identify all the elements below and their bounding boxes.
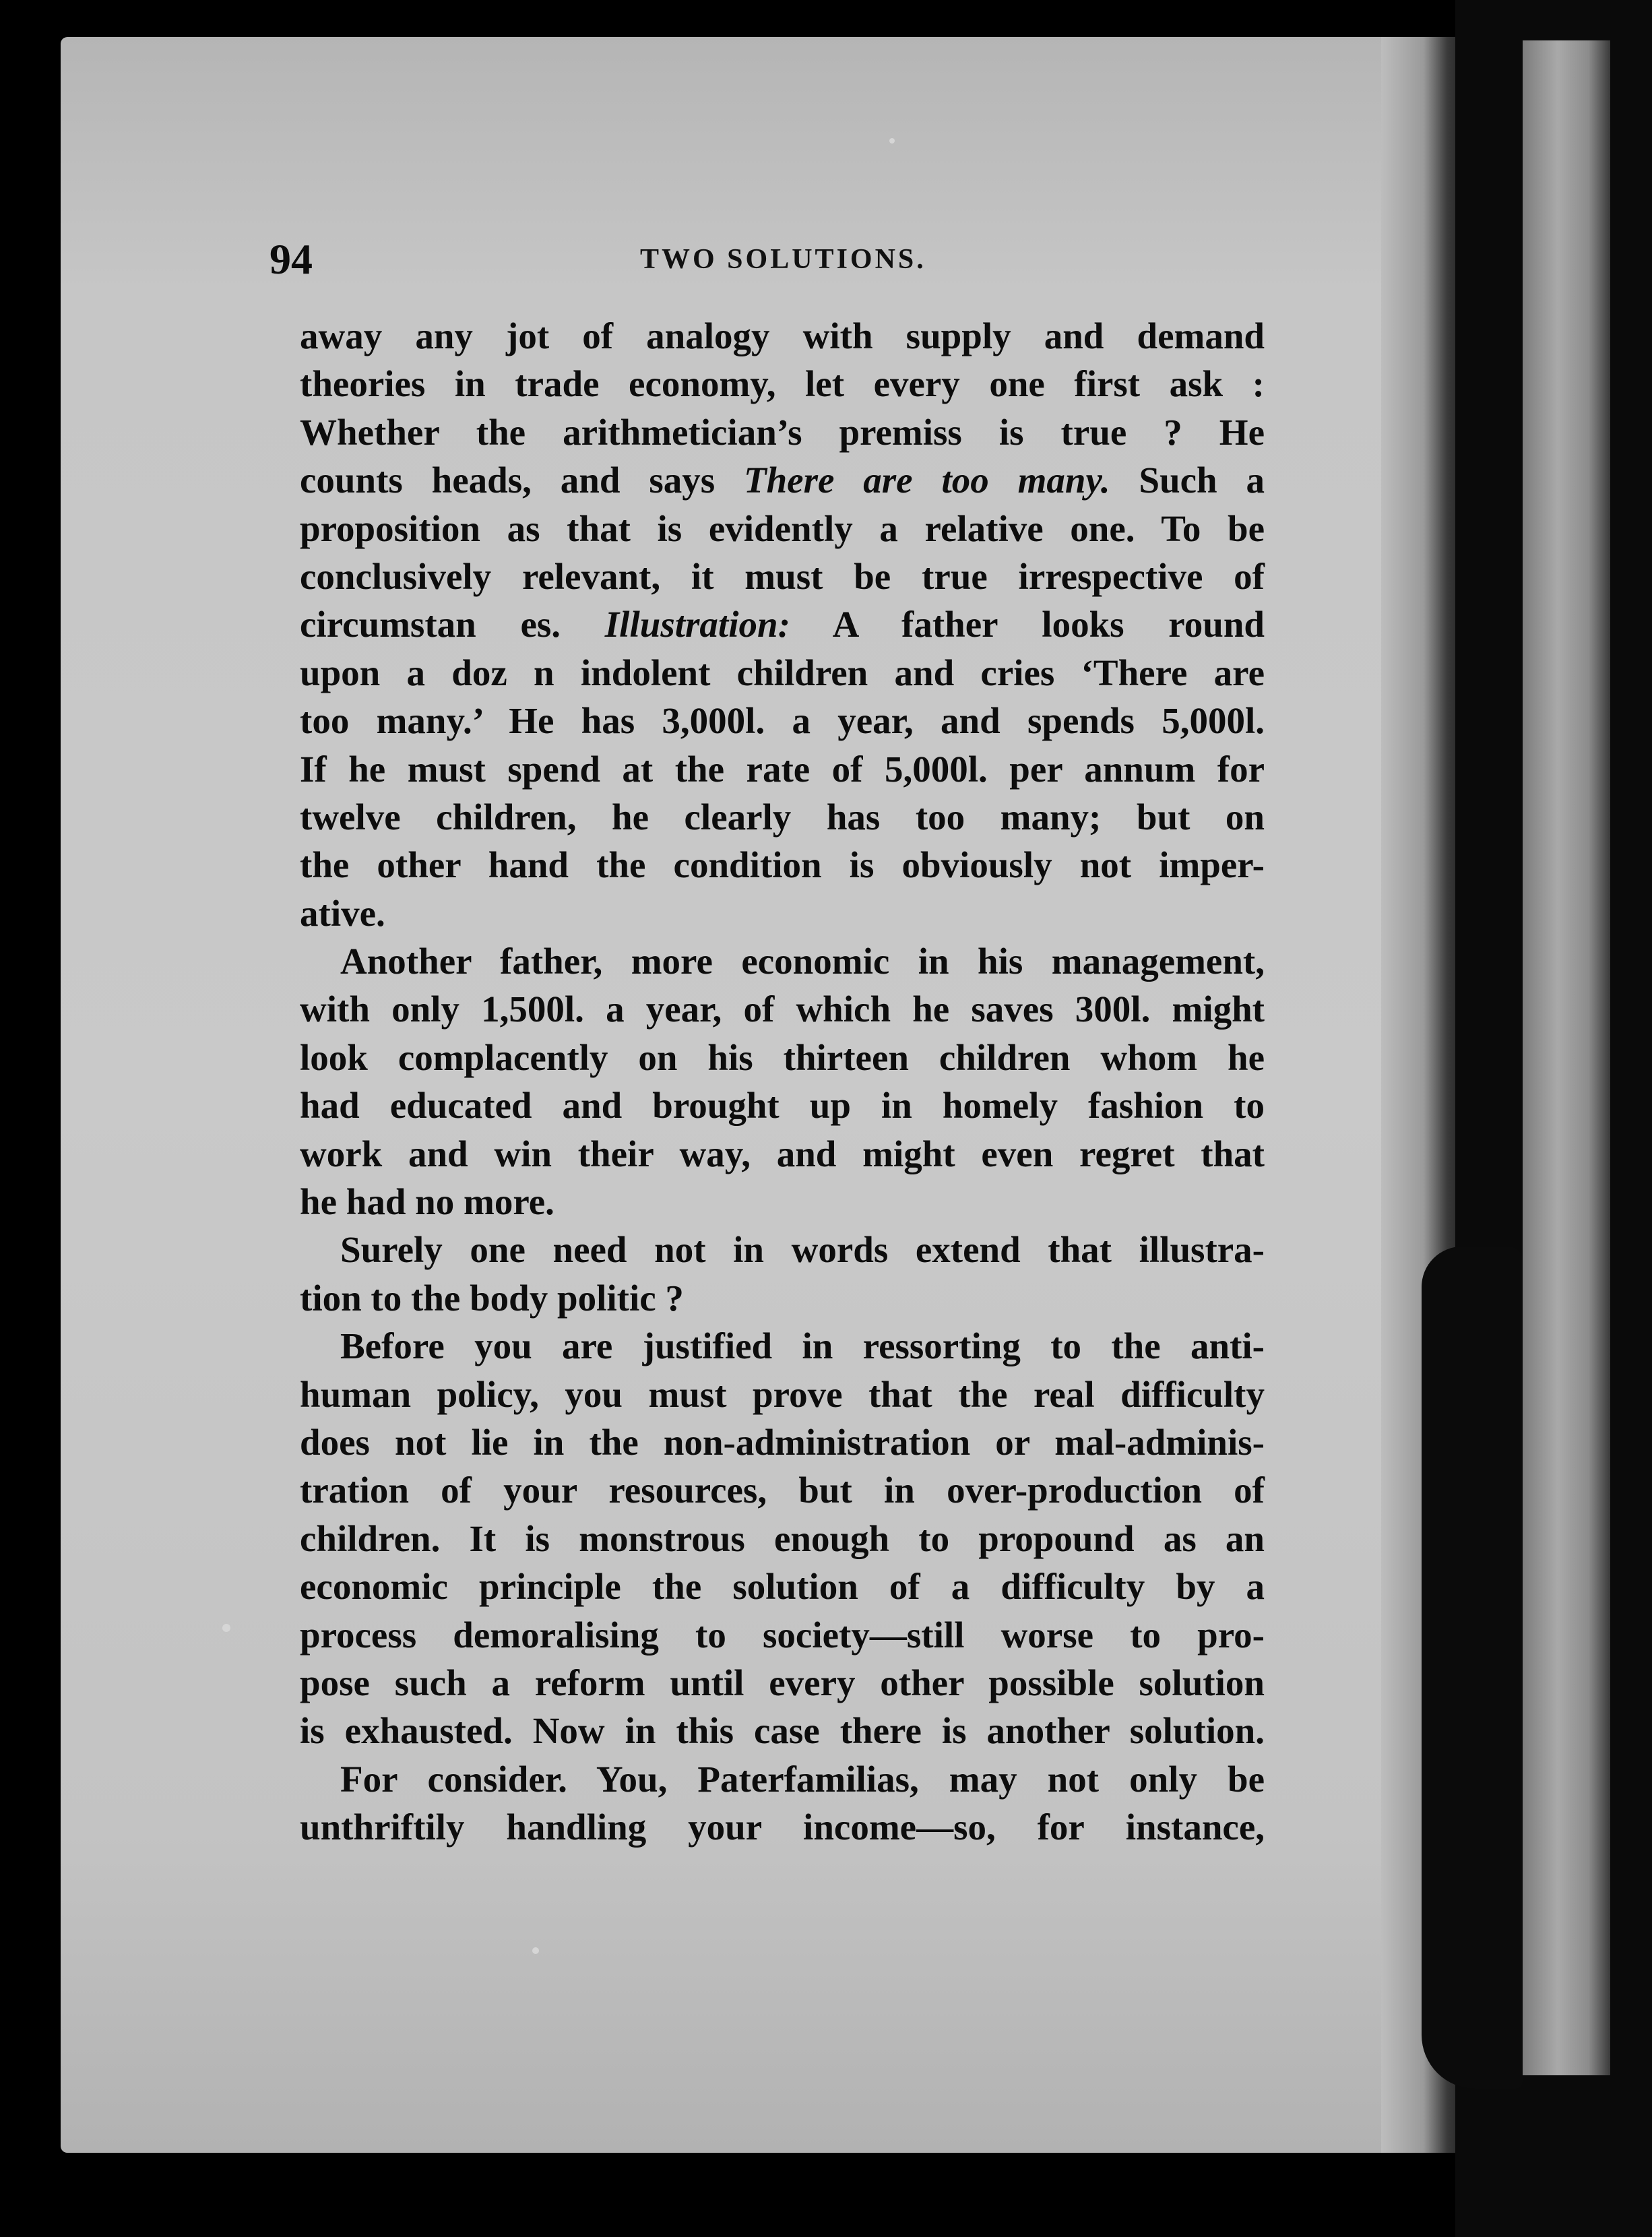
- paragraph-end-line: tion to the body politic ?: [300, 1277, 684, 1319]
- text-line: theories in trade economy, let every one first ask :: [300, 363, 1265, 405]
- text-line: If he must spend at the rate of 5,000l. per annum for: [300, 748, 1265, 790]
- paragraph-start-line: Surely one need not in words extend that illustra-: [340, 1229, 1265, 1271]
- text-fragment: counts heads, and says: [300, 460, 744, 501]
- text-line: economic principle the solution of a difficulty by a: [300, 1566, 1265, 1608]
- text-line: conclusively relevant, it must be true irrespective of: [300, 555, 1265, 597]
- text-line: upon a doz n indolent children and cries ‘There are: [300, 652, 1265, 693]
- torn-edge: [1422, 1247, 1523, 2089]
- italic-phrase: There are too many.: [744, 460, 1110, 501]
- text-line: human policy, you must prove that the real difficulty: [300, 1373, 1265, 1415]
- running-title: TWO SOLUTIONS.: [640, 244, 926, 275]
- text-line-with-italic: [300, 456, 1265, 504]
- body-text: [300, 312, 1265, 1852]
- paper-speck: [532, 1947, 539, 1954]
- paragraph-start-line: Before you are justified in ressorting to the anti-: [340, 1325, 1265, 1367]
- paper-speck: [889, 138, 895, 144]
- paragraph-start-line: Another father, more economic in his management,: [340, 941, 1265, 982]
- text-line: unthriftily handling your income—so, for instance,: [300, 1806, 1265, 1848]
- text-line: look complacently on his thirteen children whom he: [300, 1036, 1265, 1078]
- page-number: 94: [269, 235, 313, 283]
- paragraph-start-line: For consider. You, Paterfamilias, may not only be: [340, 1758, 1265, 1800]
- text-line: work and win their way, and might even regret that: [300, 1133, 1265, 1174]
- text-line: Whether the arithmetician’s premiss is true ? He: [300, 411, 1265, 453]
- text-line: pose such a reform until every other possible solution: [300, 1662, 1265, 1703]
- text-line: does not lie in the non-administration or mal-adminis-: [300, 1421, 1265, 1463]
- text-line: children. It is monstrous enough to propound as an: [300, 1517, 1265, 1559]
- text-fragment: A father looks round: [790, 604, 1265, 645]
- text-line: twelve children, he clearly has too many; but on: [300, 796, 1265, 838]
- text-line: process demoralising to society—still worse to pro-: [300, 1614, 1265, 1656]
- text-fragment: Such a: [1110, 460, 1265, 501]
- paragraph-end-line: is exhausted. Now in this case there is another solution.: [300, 1710, 1265, 1752]
- paragraph-end-line: ative.: [300, 892, 385, 934]
- text-line: with only 1,500l. a year, of which he saves 300l. might: [300, 988, 1265, 1030]
- text-line: proposition as that is evidently a relative one. To be: [300, 507, 1265, 549]
- text-line: away any jot of analogy with supply and demand: [300, 315, 1265, 356]
- paper-speck: [222, 1624, 230, 1632]
- text-line-with-italic: [300, 600, 1265, 648]
- italic-phrase: Illustration:: [604, 604, 790, 645]
- text-fragment: circumstan es.: [300, 604, 605, 645]
- paragraph-end-line: he had no more.: [300, 1181, 554, 1223]
- text-line: too many.’ He has 3,000l. a year, and spends 5,000l.: [300, 700, 1265, 742]
- binding-spine: [1523, 40, 1610, 2075]
- running-head: [0, 232, 1652, 286]
- text-line: tration of your resources, but in over-production of: [300, 1470, 1265, 1511]
- text-line: the other hand the condition is obviously not imper-: [300, 844, 1265, 886]
- text-line: had educated and brought up in homely fashion to: [300, 1085, 1265, 1127]
